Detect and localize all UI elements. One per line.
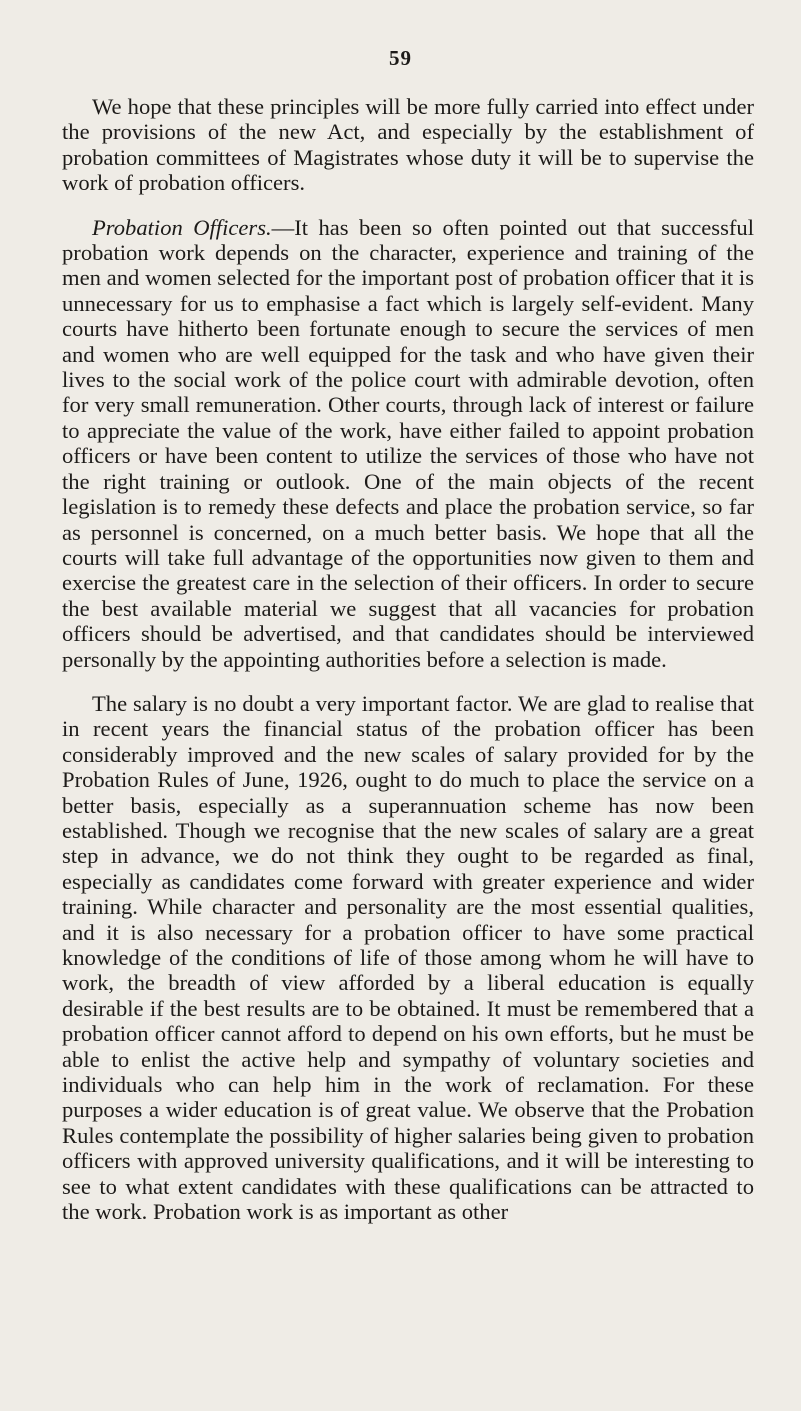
- paragraph-probation-officers: [62, 215, 754, 672]
- paragraph-probation-officers-text: —It has been so often pointed out that successful probation work depends on the character, experience and training of the men and women selected for the important post of probation officer that it is unnecessary for us to emphasise a fact which is largely self-evident. Many courts have hitherto been fortunate enough to secure the services of men and women who are well equipped for the task and who have given their lives to the social work of the police court with admirable devotion, often for very small remuneration. Other courts, through lack of interest or failure to appreciate the value of the work, have either failed to appoint probation officers or have been content to utilize the services of those who have not the right training or outlook. One of the main objects of the recent legislation is to remedy these defects and place the probation service, so far as personnel is concerned, on a much better basis. We hope that all the courts will take full advantage of the opportunities now given to them and exercise the greatest care in the selection of their officers. In order to secure the best available material we suggest that all vacancies for probation officers should be advertised, and that candidates should be interviewed personally by the appointing authorities before a selection is made.: [62, 214, 754, 672]
- body-text: [62, 94, 754, 1224]
- page-number: 59: [389, 46, 412, 70]
- paragraph-principles: We hope that these principles will be more fully carried into effect under the provisions of the new Act, and especially by the establishment of probation committees of Magistrates whose duty it will be to supervise the work of probation officers.: [62, 94, 754, 196]
- section-heading: Probation Officers.: [92, 214, 272, 240]
- paragraph-salary: The salary is no doubt a very important factor. We are glad to realise that in recent years the financial status of the probation officer has been considerably improved and the new scales of salary provided for by the Probation Rules of June, 1926, ought to do much to place the service on a better basis, especially as a superannuation scheme has now been established. Though we recognise that the new scales of salary are a great step in advance, we do not think they ought to be regarded as final, especially as candidates come forward with greater experience and wider training. While character and personality are the most essential qualities, and it is also necessary for a probation officer to have some practical knowledge of the conditions of life of those among whom he will have to work, the breadth of view afforded by a liberal education is equally desirable if the best results are to be obtained. It must be remembered that a probation officer cannot afford to depend on his own efforts, but he must be able to enlist the active help and sympathy of voluntary societies and individuals who can help him in the work of reclamation. For these purposes a wider education is of great value. We observe that the Probation Rules contemplate the possibility of higher salaries being given to probation officers with approved university qualifications, and it will be interesting to see to what extent candidates with these qualifications can be attracted to the work. Probation work is as important as other: [62, 690, 754, 1225]
